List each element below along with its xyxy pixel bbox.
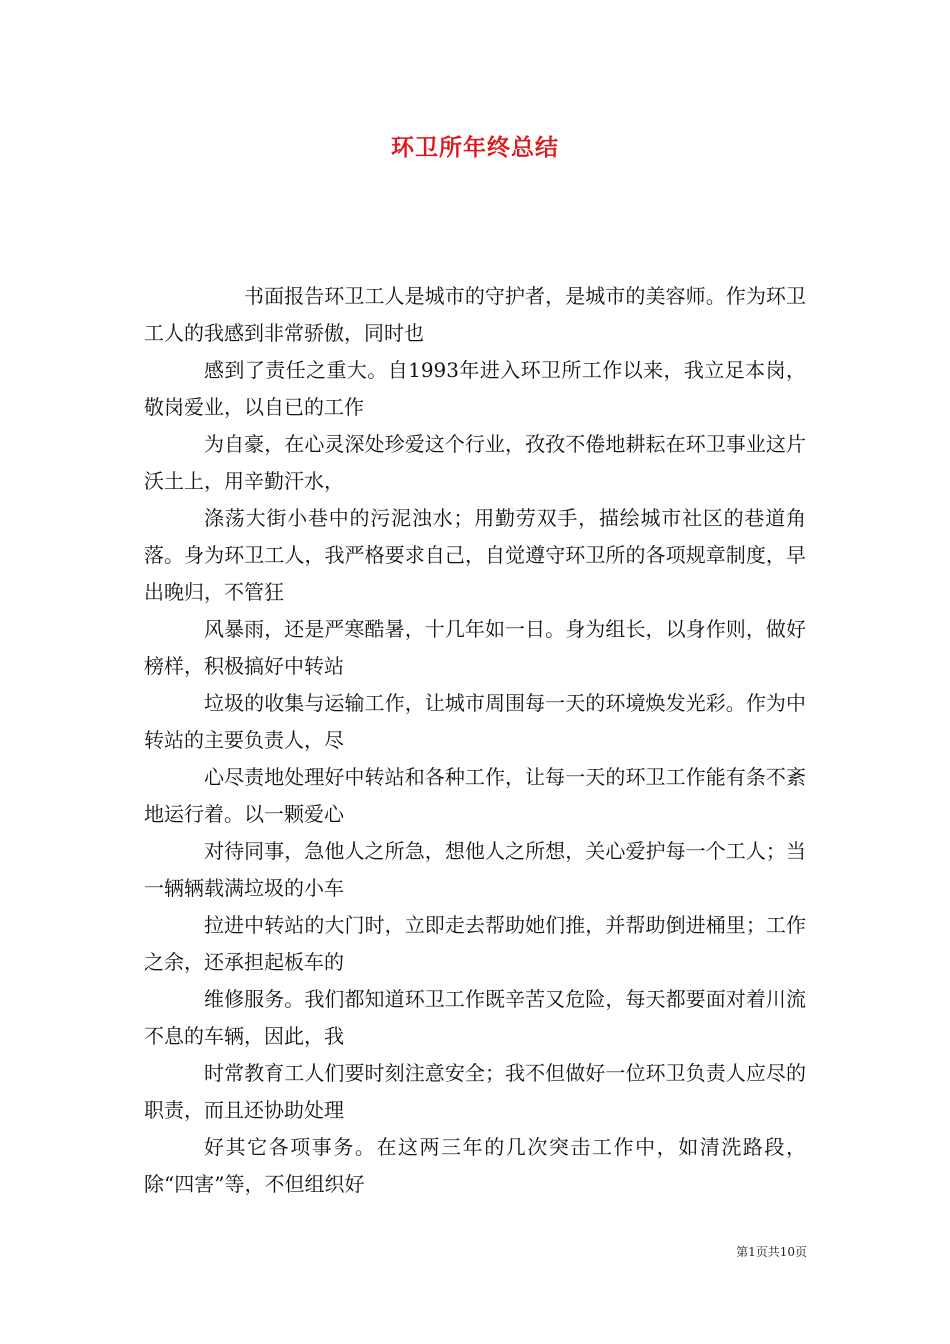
paragraph-1: 书面报告环卫工人是城市的守护者，是城市的美容师。作为环卫工人的我感到非常骄傲，同时也 (144, 284, 806, 345)
paragraph-8: 对待同事，急他人之所急，想他人之所想，关心爱护每一个工人；当一辆辆载满垃圾的小车 (144, 839, 806, 900)
paragraph-4: 涤荡大街小巷中的污泥浊水；用勤劳双手，描绘城市社区的巷道角落。身为环卫工人，我严格要求自己，自觉遵守环卫所的各项规章制度，早出晚归，不管狂 (144, 506, 806, 604)
paragraph-6: 垃圾的收集与运输工作，让城市周围每一天的环境焕发光彩。作为中转站的主要负责人，尽 (144, 691, 806, 752)
paragraph-10: 维修服务。我们都知道环卫工作既辛苦又危险，每天都要面对着川流不息的车辆，因此，我 (144, 987, 806, 1048)
paragraph-9: 拉进中转站的大门时，立即走去帮助她们推，并帮助倒进桶里；工作之余，还承担起板车的 (144, 913, 806, 974)
document-body (144, 278, 806, 1203)
paragraph-5: 风暴雨，还是严寒酷暑，十几年如一日。身为组长，以身作则，做好榜样，积极搞好中转站 (144, 617, 806, 678)
paragraph-7: 心尽责地处理好中转站和各种工作，让每一天的环卫工作能有条不紊地运行着。以一颗爱心 (144, 765, 806, 826)
page-number: 第1页共10页 (736, 1245, 807, 1259)
document-title: 环卫所年终总结 (391, 134, 559, 161)
paragraph-2: 感到了责任之重大。自1993年进入环卫所工作以来，我立足本岗，敬岗爱业，以自已的工作 (144, 358, 806, 419)
paragraph-11: 时常教育工人们要时刻注意安全；我不但做好一位环卫负责人应尽的职责，而且还协助处理 (144, 1061, 806, 1122)
paragraph-12: 好其它各项事务。在这两三年的几次突击工作中，如清洗路段，除“四害”等，不但组织好 (144, 1135, 806, 1196)
paragraph-3: 为自豪，在心灵深处珍爱这个行业，孜孜不倦地耕耘在环卫事业这片沃土上，用辛勤汗水， (144, 432, 806, 493)
